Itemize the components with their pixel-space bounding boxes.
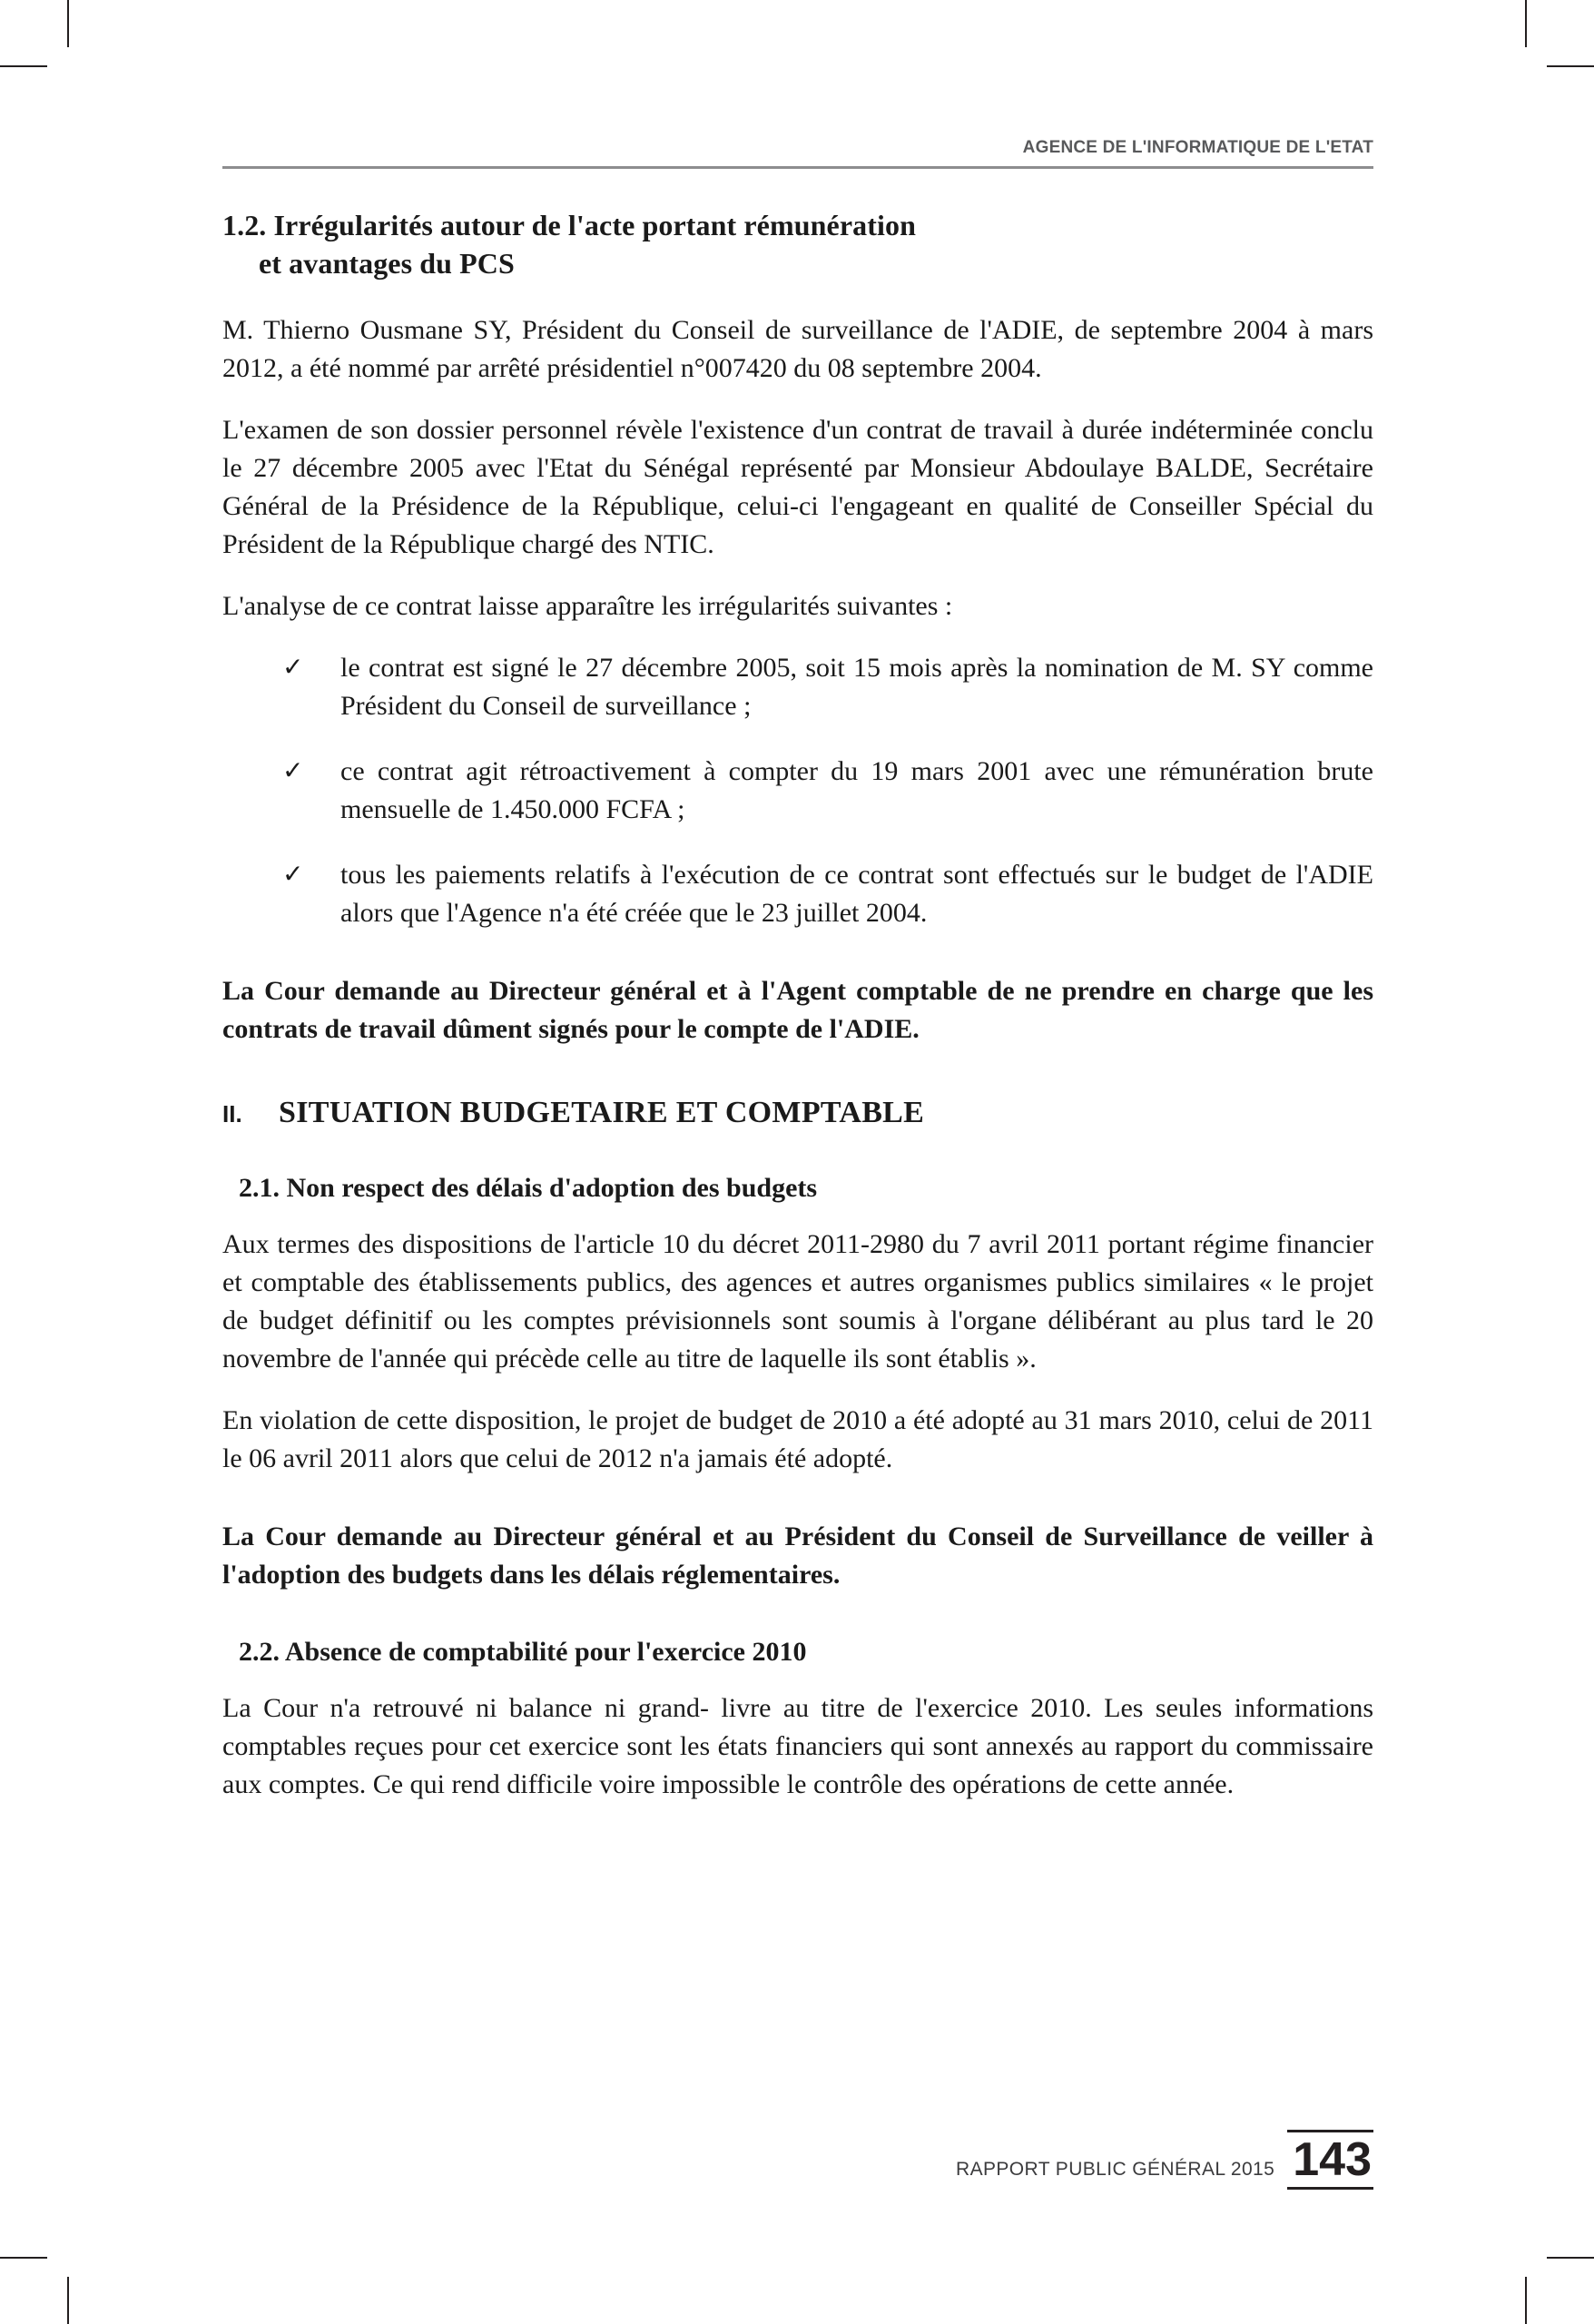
- section-title-line2: et avantages du PCS: [259, 246, 515, 280]
- paragraph-violation-budgets: En violation de cette disposition, le projet de budget de 2010 a été adopté au 31 mars 2010, celui de 2011 le 06 avril 2011 alors que celui de 2012 n'a jamais été adopté.: [222, 1405, 1373, 1474]
- crop-mark-top-left-horizontal: [0, 65, 47, 67]
- paragraph-article-10: Aux termes des dispositions de l'article 10 du décret 2011-2980 du 7 avril 2011 portant régime financier et comptable des établissements publics, des agences et autres organismes publics similaires « le projet de budget définitif ou les comptes prévisionnels sont soumis à l'organe délibérant au plus tard le 20 novembre de l'année qui précède celle au titre de laquelle ils sont établis ».: [222, 1229, 1373, 1374]
- paragraph-nomination: M. Thierno Ousmane SY, Président du Conseil de surveillance de l'ADIE, de septembre 2004 à mars 2012, a été nommé par arrêté présidentiel n°007420 du 08 septembre 2004.: [222, 315, 1373, 384]
- crop-mark-bottom-left-vertical: [67, 2277, 69, 2324]
- crop-mark-bottom-right-horizontal: [1547, 2257, 1594, 2259]
- recommendation-contrats-travail: La Cour demande au Directeur général et à l'Agent comptable de ne prendre en charge que les contrats de travail dûment signés pour le compte de l'ADIE.: [222, 976, 1373, 1045]
- page-footer: [956, 2130, 1373, 2190]
- check-icon: ✓: [282, 755, 304, 786]
- heading-section-ii-number: II.: [222, 1100, 242, 1128]
- section-title-line1: 1.2. Irrégularités autour de l'acte portant rémunération: [222, 209, 916, 241]
- paragraph-dossier-examen: L'examen de son dossier personnel révèle l'existence d'un contrat de travail à durée indéterminée conclu le 27 décembre 2005 avec l'Etat du Sénégal représenté par Monsieur Abdoulaye BALDE, Secrétaire Général de la Présidence de la République, celui-ci l'engageant en qualité de Conseiller Spécial du Président de la République chargé des NTIC.: [222, 415, 1373, 560]
- heading-2-1: 2.1. Non respect des délais d'adoption des budgets: [239, 1173, 818, 1204]
- paragraph-analyse-intro: L'analyse de ce contrat laisse apparaître les irrégularités suivantes :: [222, 591, 953, 622]
- running-head: [222, 138, 1373, 169]
- crop-mark-top-left-vertical: [67, 0, 69, 47]
- heading-section-ii: [222, 1096, 1373, 1130]
- crop-mark-top-right-horizontal: [1547, 65, 1594, 67]
- section-title: [222, 207, 1373, 282]
- list-item: [222, 856, 1373, 932]
- heading-section-ii-label: SITUATION BUDGETAIRE ET COMPTABLE: [279, 1096, 925, 1130]
- irregularites-list: [222, 649, 1373, 932]
- footer-label: RAPPORT PUBLIC GÉNÉRAL 2015: [956, 2159, 1275, 2180]
- list-item: [222, 649, 1373, 725]
- list-item: [222, 753, 1373, 829]
- page-content: [222, 207, 1373, 1804]
- page-number: 143: [1287, 2130, 1373, 2190]
- check-icon: ✓: [282, 652, 304, 683]
- crop-mark-top-right-vertical: [1525, 0, 1527, 47]
- list-item-text: ce contrat agit rétroactivement à compter du 19 mars 2001 avec une rémunération brute mensuelle de 1.450.000 FCFA ;: [340, 756, 1373, 825]
- list-item-text: tous les paiements relatifs à l'exécution de ce contrat sont effectués sur le budget de l'ADIE alors que l'Agence n'a été créée que le 23 juillet 2004.: [340, 860, 1373, 929]
- check-icon: ✓: [282, 859, 304, 890]
- running-head-text: AGENCE DE L'INFORMATIQUE DE L'ETAT: [1022, 138, 1373, 157]
- list-item-text: le contrat est signé le 27 décembre 2005, soit 15 mois après la nomination de M. SY comme Président du Conseil de surveillance ;: [340, 653, 1373, 722]
- crop-mark-bottom-left-horizontal: [0, 2257, 47, 2259]
- recommendation-adoption-budgets: La Cour demande au Directeur général et au Président du Conseil de Surveillance de veiller à l'adoption des budgets dans les délais réglementaires.: [222, 1521, 1373, 1590]
- paragraph-comptabilite-2010: La Cour n'a retrouvé ni balance ni grand- livre au titre de l'exercice 2010. Les seules informations comptables reçues pour cet exercice sont les états financiers qui sont annexés au rapport du commissaire aux comptes. Ce qui rend difficile voire impossible le contrôle des opérations de cette année.: [222, 1693, 1373, 1800]
- crop-mark-bottom-right-vertical: [1525, 2277, 1527, 2324]
- heading-2-2: 2.2. Absence de comptabilité pour l'exercice 2010: [239, 1637, 807, 1668]
